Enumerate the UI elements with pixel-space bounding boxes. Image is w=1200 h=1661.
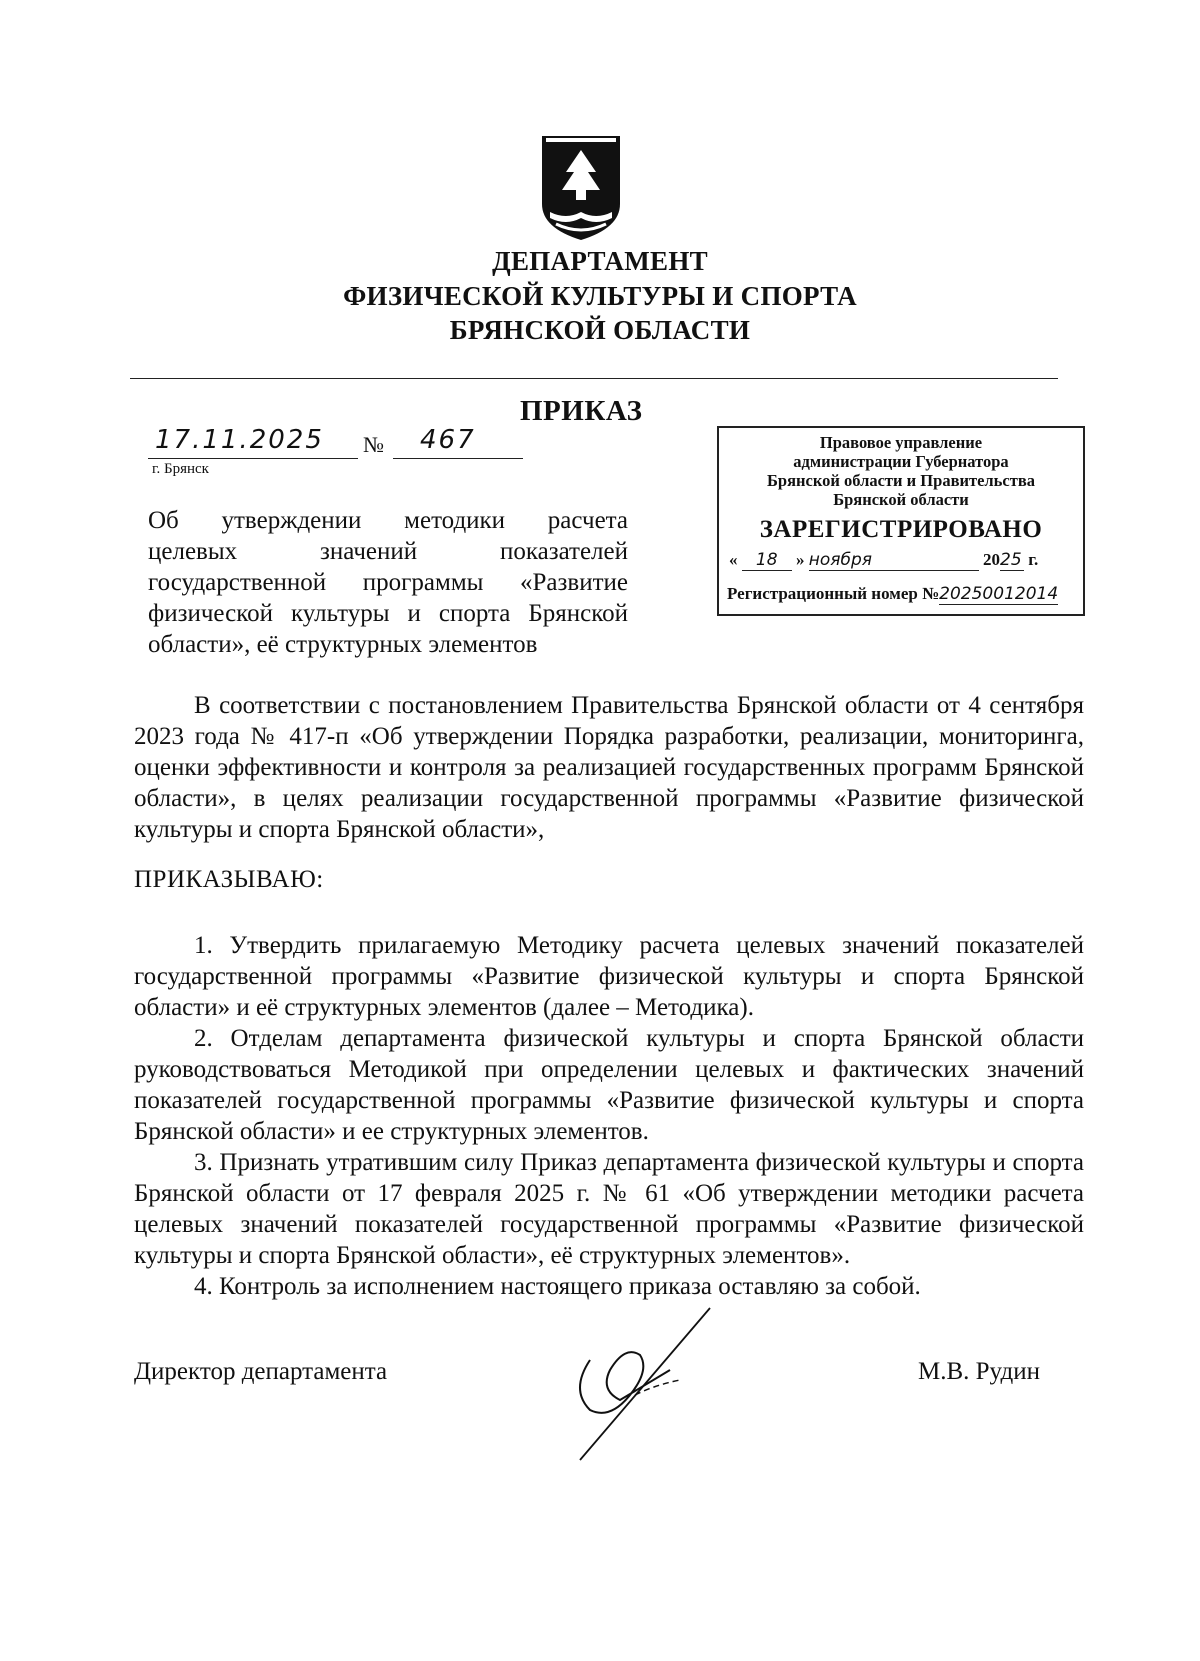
stamp-date-close: » <box>796 550 805 569</box>
signer-role: Директор департамента <box>134 1358 388 1385</box>
subject-line: физической культуры и спорта Брянской <box>148 600 628 627</box>
registration-stamp <box>717 426 1085 616</box>
stamp-line-1: Правовое управление <box>819 433 983 452</box>
org-name-line-3: БРЯНСКОЙ ОБЛАСТИ <box>449 315 751 345</box>
city-label: г. Брянск <box>152 461 209 477</box>
order-number-handwritten: 467 <box>420 425 476 455</box>
stamp-line-3: Брянской области и Правительства <box>767 471 1035 490</box>
stamp-registered: ЗАРЕГИСТРИРОВАНО <box>759 516 1043 543</box>
stamp-year-prefix: 20 <box>983 550 1000 569</box>
stamp-month: ноября <box>809 550 979 571</box>
stamp-date-open: « <box>729 550 738 569</box>
subject-line: государственной программы «Развитие <box>148 569 628 596</box>
stamp-reg-number-row <box>727 584 1079 604</box>
stamp-year-label: г. <box>1028 550 1039 569</box>
signer-name: М.В. Рудин <box>918 1358 1040 1385</box>
org-name-line-1: ДЕПАРТАМЕНТ <box>492 246 708 276</box>
order-word: ПРИКАЗЫВАЮ: <box>134 866 324 893</box>
stamp-reg-number: 20250012014 <box>939 584 1059 604</box>
subject-line: целевых значений показателей <box>148 538 628 565</box>
stamp-reg-number-label: Регистрационный номер № <box>727 584 940 603</box>
item-2: 2. Отделам департамента физической культуры и спорта Брянской области руководствоваться Методикой при определении целевых и фактических значений показателей государственной программы «Развитие физической культуры и спорта Брянской области» и ее структурных элементов. <box>134 1025 1084 1145</box>
stamp-line-4: Брянской области <box>833 490 969 509</box>
order-number-label: № <box>363 432 384 457</box>
stamp-day: 18 <box>742 550 792 571</box>
order-date-handwritten: 17.11.2025 <box>155 425 324 455</box>
intro-paragraph: В соответствии с постановлением Правительства Брянской области от 4 сентября 2023 года № 417-п «Об утверждении Порядка разработки, реализации, мониторинга, оценки эффективности и контроля за реализацией государственных программ Брянской области», в целях реализации государственной программы «Развитие физической культуры и спорта Брянской области», <box>134 692 1084 843</box>
item-3: 3. Признать утратившим силу Приказ департамента физической культуры и спорта Брянской области от 17 февраля 2025 г. № 61 «Об утверждении методики расчета целевых значений показателей государственной программы «Развитие физической культуры и спорта Брянской области», её структурных элементов». <box>134 1149 1084 1269</box>
coat-of-arms-icon <box>536 132 626 247</box>
org-name-line-2: ФИЗИЧЕСКОЙ КУЛЬТУРЫ И СПОРТА <box>343 281 857 311</box>
stamp-line-2: администрации Губернатора <box>793 452 1009 471</box>
stamp-year-suffix: 25 <box>1000 550 1024 571</box>
order-subject <box>148 505 628 660</box>
handwritten-signature <box>560 1300 720 1470</box>
stamp-date <box>729 550 1077 571</box>
subject-line: области», её структурных элементов <box>148 631 538 658</box>
header-divider <box>130 378 1058 379</box>
subject-line: Об утверждении методики расчета <box>148 507 628 534</box>
item-4: 4. Контроль за исполнением настоящего приказа оставляю за собой. <box>194 1273 921 1300</box>
item-1: 1. Утвердить прилагаемую Методику расчета целевых значений показателей государственной программы «Развитие физической культуры и спорта Брянской области» и её структурных элементов (далее – Методика). <box>134 932 1084 1021</box>
document-title: ПРИКАЗ <box>520 395 643 427</box>
